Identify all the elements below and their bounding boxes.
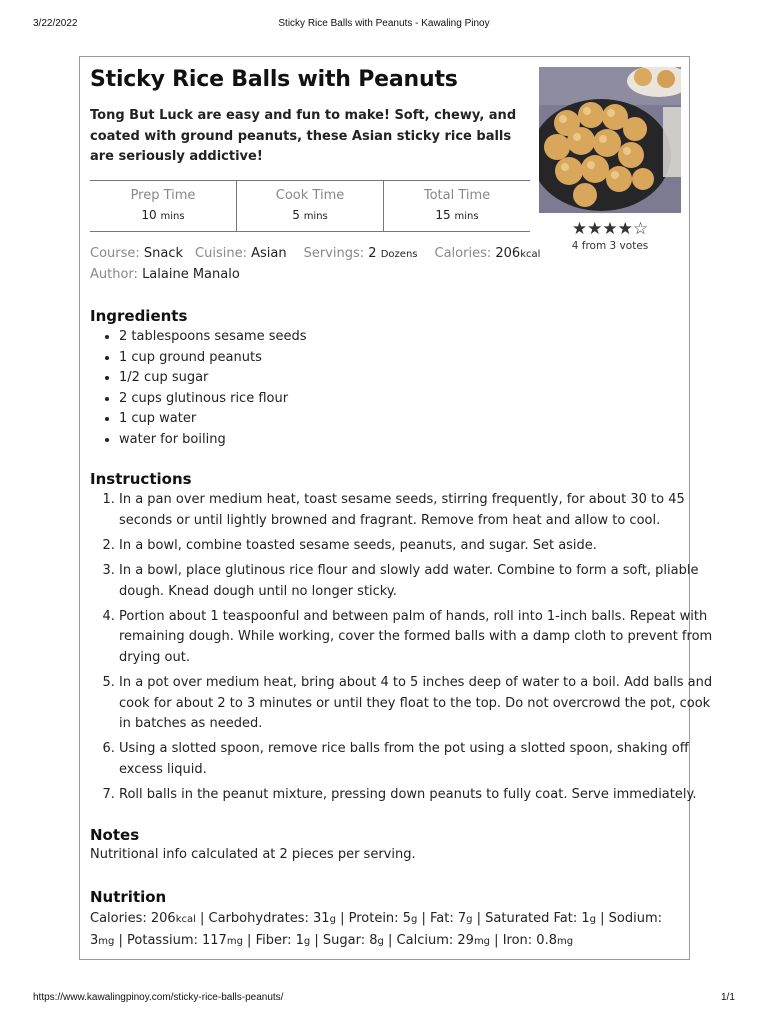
ingredient-item: • 1 cup ground peanuts — [119, 348, 307, 369]
prep-time-unit: mins — [160, 211, 185, 222]
total-time-unit: mins — [454, 211, 479, 222]
nutrition-unit: g — [410, 914, 418, 925]
recipe-card — [79, 56, 713, 960]
star-filled-icon[interactable]: ★ — [587, 219, 603, 239]
ingredient-item: • 2 tablespoons sesame seeds — [119, 327, 307, 348]
ingredient-item: • 1/2 cup sugar — [119, 368, 307, 389]
ingredient-item: • 1 cup water — [119, 409, 307, 430]
instruction-step: 1. In a pan over medium heat, toast sesame seeds, stirring frequently, for about 30 to 45 seconds or until lightly browned and fragrant. Remove from heat and allow to cool. — [119, 490, 715, 531]
servings-unit: Dozens — [380, 249, 418, 260]
nutrition-label: Saturated Fat: — [485, 911, 582, 926]
nutrition-label: Protein: — [348, 911, 403, 926]
star-filled-icon[interactable]: ★ — [571, 219, 588, 239]
star-empty-icon[interactable]: ☆ — [632, 219, 649, 239]
recipe-meta — [90, 246, 540, 261]
nutrition-unit: mg — [556, 936, 574, 947]
rating-votes: 4 from 3 votes — [571, 240, 649, 252]
nutrition-value: 31 — [313, 911, 330, 926]
instruction-step: 2. In a bowl, combine toasted sesame seeds, peanuts, and sugar. Set aside. — [119, 536, 715, 557]
print-page-title: Sticky Rice Balls with Peanuts - Kawaling Pinoy — [278, 18, 490, 29]
nutrition-unit: g — [303, 936, 311, 947]
cuisine-label: Cuisine: — [195, 246, 247, 261]
total-time — [383, 181, 530, 231]
nutrition-unit: g — [466, 914, 473, 925]
nutrition-item — [397, 933, 490, 948]
nutrition-label: Sodium: — [608, 911, 663, 926]
calories-value: 206 — [495, 246, 521, 261]
calories-label: Calories: — [434, 246, 492, 261]
recipe-photo — [539, 67, 681, 213]
recipe-author — [90, 267, 240, 282]
star-filled-icon[interactable]: ★ — [617, 219, 633, 239]
nutrition-heading: Nutrition — [90, 888, 167, 906]
recipe-title: Sticky Rice Balls with Peanuts — [90, 67, 458, 92]
star-filled-icon[interactable]: ★ — [602, 219, 618, 239]
print-date: 3/22/2022 — [33, 18, 78, 29]
ingredient-item: • water for boiling — [119, 430, 307, 451]
print-url: https://www.kawalingpinoy.com/sticky-rice-balls-peanuts/ — [33, 992, 284, 1003]
nutrition-unit: g — [377, 936, 384, 947]
ingredients-heading: Ingredients — [90, 307, 188, 325]
nutrition-label: Carbohydrates: — [208, 911, 314, 926]
instruction-step: 7. Roll balls in the peanut mixture, pressing down peanuts to fully coat. Serve immediately. — [119, 785, 715, 806]
prep-time-label: Prep Time — [130, 188, 196, 203]
ingredient-item: • 2 cups glutinous rice flour — [119, 389, 307, 410]
nutrition-value: 8 — [369, 933, 378, 948]
nutrition-value: 3 — [90, 933, 99, 948]
nutrition-label: Iron: — [502, 933, 537, 948]
star-rating[interactable] — [539, 220, 681, 238]
nutrition-item — [430, 911, 473, 926]
nutrition-label: Sugar: — [322, 933, 370, 948]
nutrition-unit: mg — [98, 936, 115, 947]
nutrition-value: 1 — [581, 911, 590, 926]
author-label: Author: — [90, 267, 138, 282]
instructions-list — [90, 490, 715, 811]
nutrition-item — [349, 911, 418, 926]
nutrition-unit: mg — [226, 936, 243, 947]
author-name: Lalaine Manalo — [142, 267, 240, 282]
nutrition-label: Calcium: — [396, 933, 458, 948]
nutrition-item — [256, 933, 311, 948]
nutrition-value: 5 — [402, 911, 411, 926]
servings-label: Servings: — [303, 246, 365, 261]
notes-text: Nutritional info calculated at 2 pieces per serving. — [90, 847, 416, 862]
nutrition-label: Fiber: — [255, 933, 296, 948]
nutrition-label: Calories: — [90, 911, 151, 926]
nutrition-unit: kcal — [175, 914, 196, 925]
nutrition-value: 117 — [202, 933, 227, 948]
cook-time-unit: mins — [303, 211, 328, 222]
servings-value: 2 — [368, 246, 377, 261]
recipe-times — [90, 180, 530, 232]
nutrition-unit: g — [329, 914, 336, 925]
instruction-step: 6. Using a slotted spoon, remove rice balls from the pot using a slotted spoon, shaking off excess liquid. — [119, 739, 715, 780]
nutrition-label: Potassium: — [127, 933, 202, 948]
instruction-step: 5. In a pot over medium heat, bring about 4 to 5 inches deep of water to a boil. Add balls and cook for about 2 to 3 minutes or until they float to the top. Do not overcrowd the pot, cook in batches as needed. — [119, 673, 715, 735]
instructions-heading: Instructions — [90, 470, 192, 488]
nutrition-value: 29 — [457, 933, 474, 948]
instruction-step: 3. In a bowl, place glutinous rice flour and slowly add water. Combine to form a soft, pliable dough. Knead dough until no longer sticky. — [119, 561, 715, 602]
nutrition-value: 0.8 — [536, 933, 557, 948]
nutrition-value: 206 — [150, 911, 176, 926]
instruction-step: 4. Portion about 1 teaspoonful and between palm of hands, roll into 1-inch balls. Repeat with remaining dough. While working, cover the formed balls with a damp cloth to prevent from drying out. — [119, 607, 715, 669]
nutrition-value: 1 — [295, 933, 304, 948]
cuisine-value: Asian — [251, 246, 287, 261]
nutrition-item — [323, 933, 384, 948]
ingredients-list — [90, 327, 307, 450]
calories-unit: kcal — [520, 249, 541, 260]
nutrition-item — [90, 911, 196, 926]
notes-heading: Notes — [90, 826, 140, 844]
nutrition-unit: g — [589, 914, 597, 925]
cook-time-value: 5 — [292, 208, 300, 222]
nutrition-unit: mg — [473, 936, 491, 947]
print-page-number: 1/1 — [721, 992, 735, 1003]
prep-time — [90, 181, 236, 231]
nutrition-item — [503, 933, 573, 948]
recipe-rating — [539, 220, 681, 252]
course-label: Course: — [90, 246, 140, 261]
nutrition-item — [209, 911, 336, 926]
nutrition-item — [127, 933, 243, 948]
course-value: Snack — [143, 246, 184, 261]
nutrition-value: 7 — [457, 911, 467, 926]
nutrition-facts: Calories: 206kcal | Carbohydrates: 31g | Protein: 5g | Fat: 7g | Saturated Fat: 1g | Sodium: 3mg | Potassium: 117mg | Fiber: 1g | Sugar: 8g | Calcium: 29mg | Iron: 0.8mg — [90, 911, 663, 948]
recipe-summary: Tong But Luck are easy and fun to make! Soft, chewy, and coated with ground peanuts, these Asian sticky rice balls are seriously addictive! — [90, 108, 517, 164]
cook-time-label: Cook Time — [275, 188, 345, 203]
prep-time-value: 10 — [141, 208, 157, 222]
total-time-value: 15 — [435, 208, 451, 222]
total-time-label: Total Time — [423, 188, 491, 203]
cook-time — [236, 181, 383, 231]
nutrition-item — [485, 911, 596, 926]
nutrition-label: Fat: — [429, 911, 458, 926]
